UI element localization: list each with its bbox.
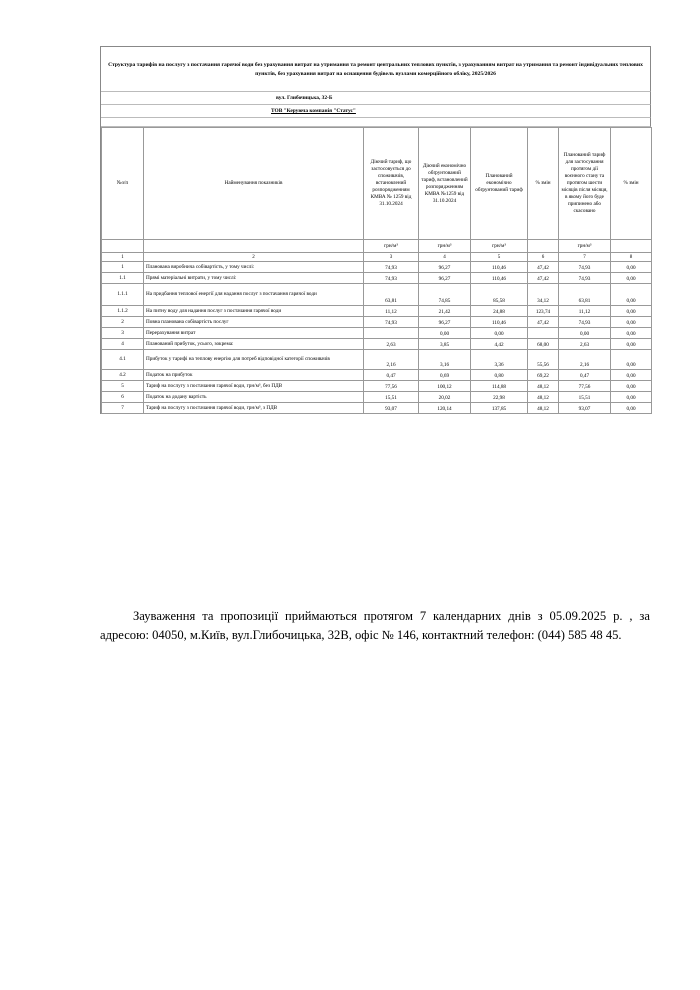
value-change-percent-2: 0,00: [611, 306, 652, 317]
row-number: 4.2: [102, 370, 144, 381]
row-indicator: Перерахування витрат: [144, 328, 364, 339]
header-change-percent: % змін: [528, 128, 559, 240]
value-planned-economic: 110,46: [471, 262, 528, 273]
value-planned-martial: 77,56: [559, 381, 611, 392]
unit-cell: грн/м³: [559, 240, 611, 253]
value-current-economic: 20,02: [419, 392, 471, 403]
value-planned-martial: 0,47: [559, 370, 611, 381]
value-change-percent-2: 0,00: [611, 284, 652, 306]
value-change-percent-2: 0,00: [611, 339, 652, 350]
row-number: 1: [102, 262, 144, 273]
value-change-percent-2: 0,00: [611, 262, 652, 273]
value-current-tariff: 15,51: [364, 392, 419, 403]
value-current-tariff: 2,16: [364, 350, 419, 370]
row-number: 4: [102, 339, 144, 350]
column-index: 6: [528, 253, 559, 262]
value-change-percent-2: 0,00: [611, 273, 652, 284]
value-planned-economic: 0,00: [471, 328, 528, 339]
table-row: [102, 328, 652, 339]
value-current-tariff: 63,81: [364, 284, 419, 306]
value-planned-economic: 85,58: [471, 284, 528, 306]
value-change-percent-2: 0,00: [611, 317, 652, 328]
header-current-economic-tariff: Діючий економічно обґрунтований тариф, встановлений розпорядженням КМВА №1259 від 31.10.2024: [419, 128, 471, 240]
spacer-row: [101, 118, 651, 127]
value-planned-economic: 4,42: [471, 339, 528, 350]
value-change-percent: 47,42: [528, 262, 559, 273]
value-planned-martial: 2,16: [559, 350, 611, 370]
address-row: [101, 92, 651, 105]
row-indicator: Податок на прибуток: [144, 370, 364, 381]
header-number: №з/п: [102, 128, 144, 240]
value-planned-martial: 93,07: [559, 403, 611, 414]
company-row: [101, 105, 651, 118]
value-current-economic: 21,42: [419, 306, 471, 317]
value-planned-economic: 137,85: [471, 403, 528, 414]
column-index: 8: [611, 253, 652, 262]
row-indicator: На питну воду для надання послуг з постачання гарячої води: [144, 306, 364, 317]
company-text: ТОВ "Керуюча компанія "Статус": [271, 108, 356, 114]
header-current-tariff: Діючий тариф, що застосовується до споживачів, встановлений розпорядженням КМВА № 1259 від 31.10.2024: [364, 128, 419, 240]
value-change-percent: [528, 328, 559, 339]
column-index: 1: [102, 253, 144, 262]
table-body: [102, 262, 652, 414]
column-index: 4: [419, 253, 471, 262]
header-row: [102, 128, 652, 240]
value-change-percent: 48,12: [528, 381, 559, 392]
unit-cell: грн/м³: [471, 240, 528, 253]
header-change-percent-2: % змін: [611, 128, 652, 240]
row-indicator: Планований прибуток, усього, зокрема:: [144, 339, 364, 350]
row-number: 6: [102, 392, 144, 403]
value-current-tariff: 74,93: [364, 317, 419, 328]
row-indicator: Прибуток у тарифі на теплову енергію для потреб відповідної категорії споживачів: [144, 350, 364, 370]
value-current-tariff: 2,63: [364, 339, 419, 350]
header-indicator-name: Найменування показників: [144, 128, 364, 240]
value-current-tariff: 77,56: [364, 381, 419, 392]
value-change-percent: 68,00: [528, 339, 559, 350]
table-row: [102, 370, 652, 381]
value-current-economic: 100,12: [419, 381, 471, 392]
value-change-percent: 47,42: [528, 317, 559, 328]
value-change-percent: 48,12: [528, 392, 559, 403]
value-planned-economic: 3,36: [471, 350, 528, 370]
value-change-percent-2: 0,00: [611, 350, 652, 370]
value-change-percent-2: 0,00: [611, 392, 652, 403]
units-row: [102, 240, 652, 253]
value-change-percent: 123,74: [528, 306, 559, 317]
value-current-economic: 96,27: [419, 262, 471, 273]
table-row: [102, 284, 652, 306]
table-row: [102, 306, 652, 317]
value-change-percent: 69,22: [528, 370, 559, 381]
column-index: 2: [144, 253, 364, 262]
value-planned-martial: 15,51: [559, 392, 611, 403]
row-number: 4.1: [102, 350, 144, 370]
column-index: 3: [364, 253, 419, 262]
value-current-tariff: 11,12: [364, 306, 419, 317]
value-planned-martial: 63,81: [559, 284, 611, 306]
column-index: 5: [471, 253, 528, 262]
row-number: 1.1.1: [102, 284, 144, 306]
header-planned-martial-tariff: Планований тариф для застосування протягом дії воєнного стану та протягом шести місяців після місяця, в якому його буде припинено або скасовано: [559, 128, 611, 240]
value-planned-martial: 2,63: [559, 339, 611, 350]
value-planned-martial: 74,93: [559, 273, 611, 284]
row-number: 2: [102, 317, 144, 328]
address-text: вул. Глибочицька, 32-Б: [276, 95, 333, 101]
row-indicator: Планована виробнича собівартість, у тому числі:: [144, 262, 364, 273]
row-indicator: Повна планована собівартість послуг: [144, 317, 364, 328]
value-planned-economic: 114,88: [471, 381, 528, 392]
row-indicator: Податок на додану вартість: [144, 392, 364, 403]
value-change-percent: 48,12: [528, 403, 559, 414]
value-current-economic: 0,00: [419, 328, 471, 339]
table-row: [102, 262, 652, 273]
value-change-percent-2: 0,00: [611, 370, 652, 381]
row-number: 1.1: [102, 273, 144, 284]
table-row: [102, 339, 652, 350]
value-planned-martial: 0,00: [559, 328, 611, 339]
value-current-tariff: 0,47: [364, 370, 419, 381]
value-current-economic: 0,69: [419, 370, 471, 381]
column-index: 7: [559, 253, 611, 262]
value-current-tariff: [364, 328, 419, 339]
value-current-tariff: 74,93: [364, 262, 419, 273]
value-planned-economic: 110,46: [471, 317, 528, 328]
value-current-tariff: 74,93: [364, 273, 419, 284]
value-change-percent: 34,12: [528, 284, 559, 306]
unit-cell: грн/м³: [419, 240, 471, 253]
row-number: 7: [102, 403, 144, 414]
value-planned-martial: 74,93: [559, 262, 611, 273]
value-change-percent-2: 0,00: [611, 328, 652, 339]
table-row: [102, 273, 652, 284]
value-current-economic: 3,16: [419, 350, 471, 370]
unit-cell: грн/м³: [364, 240, 419, 253]
value-current-tariff: 93,07: [364, 403, 419, 414]
value-current-economic: 96,27: [419, 317, 471, 328]
row-indicator: На придбання теплової енергії для надання послуг з постачання гарячої води: [144, 284, 364, 306]
value-planned-martial: 74,93: [559, 317, 611, 328]
row-number: 3: [102, 328, 144, 339]
value-change-percent-2: 0,00: [611, 381, 652, 392]
comments-note: Зауваження та пропозиції приймаються протягом 7 календарних днів з 05.09.2025 р. , за адресою: 04050, м.Київ, вул.Глибочицька, 32В, офіс № 146, контактний телефон: (044) 585 48 45.: [100, 608, 650, 642]
row-indicator: Тариф на послугу з постачання гарячої води, грн/м³, без ПДВ: [144, 381, 364, 392]
value-planned-economic: 0,80: [471, 370, 528, 381]
table-row: [102, 381, 652, 392]
value-change-percent-2: 0,00: [611, 403, 652, 414]
value-current-economic: 120,14: [419, 403, 471, 414]
value-planned-martial: 11,12: [559, 306, 611, 317]
table-row: [102, 403, 652, 414]
value-planned-economic: 110,46: [471, 273, 528, 284]
value-current-economic: 74,85: [419, 284, 471, 306]
table-row: [102, 392, 652, 403]
tariff-sheet: [100, 46, 651, 414]
document-title: Структура тарифів на послугу з постачання гарячої води без урахування витрат на утримання та ремонт центральних теплових пунктів, з урахуванням витрат на утримання та ремонт індивідуальних теплових пунктів, без урахування витрат на оснащення будівель вузлами комерційного обліку, 2025/2026: [101, 47, 651, 92]
value-planned-economic: 22,98: [471, 392, 528, 403]
value-change-percent: 47,42: [528, 273, 559, 284]
row-number: 1.1.2: [102, 306, 144, 317]
header-planned-economic-tariff: Планований економічно обґрунтований тариф: [471, 128, 528, 240]
table-row: [102, 350, 652, 370]
row-indicator: Прямі матеріальні витрати, у тому числі:: [144, 273, 364, 284]
row-indicator: Тариф на послугу з постачання гарячої води, грн/м³, з ПДВ: [144, 403, 364, 414]
row-number: 5: [102, 381, 144, 392]
column-index-row: [102, 253, 652, 262]
tariff-table: [101, 127, 652, 414]
value-change-percent: 55,56: [528, 350, 559, 370]
value-current-economic: 96,27: [419, 273, 471, 284]
value-current-economic: 3,85: [419, 339, 471, 350]
value-planned-economic: 24,88: [471, 306, 528, 317]
table-row: [102, 317, 652, 328]
